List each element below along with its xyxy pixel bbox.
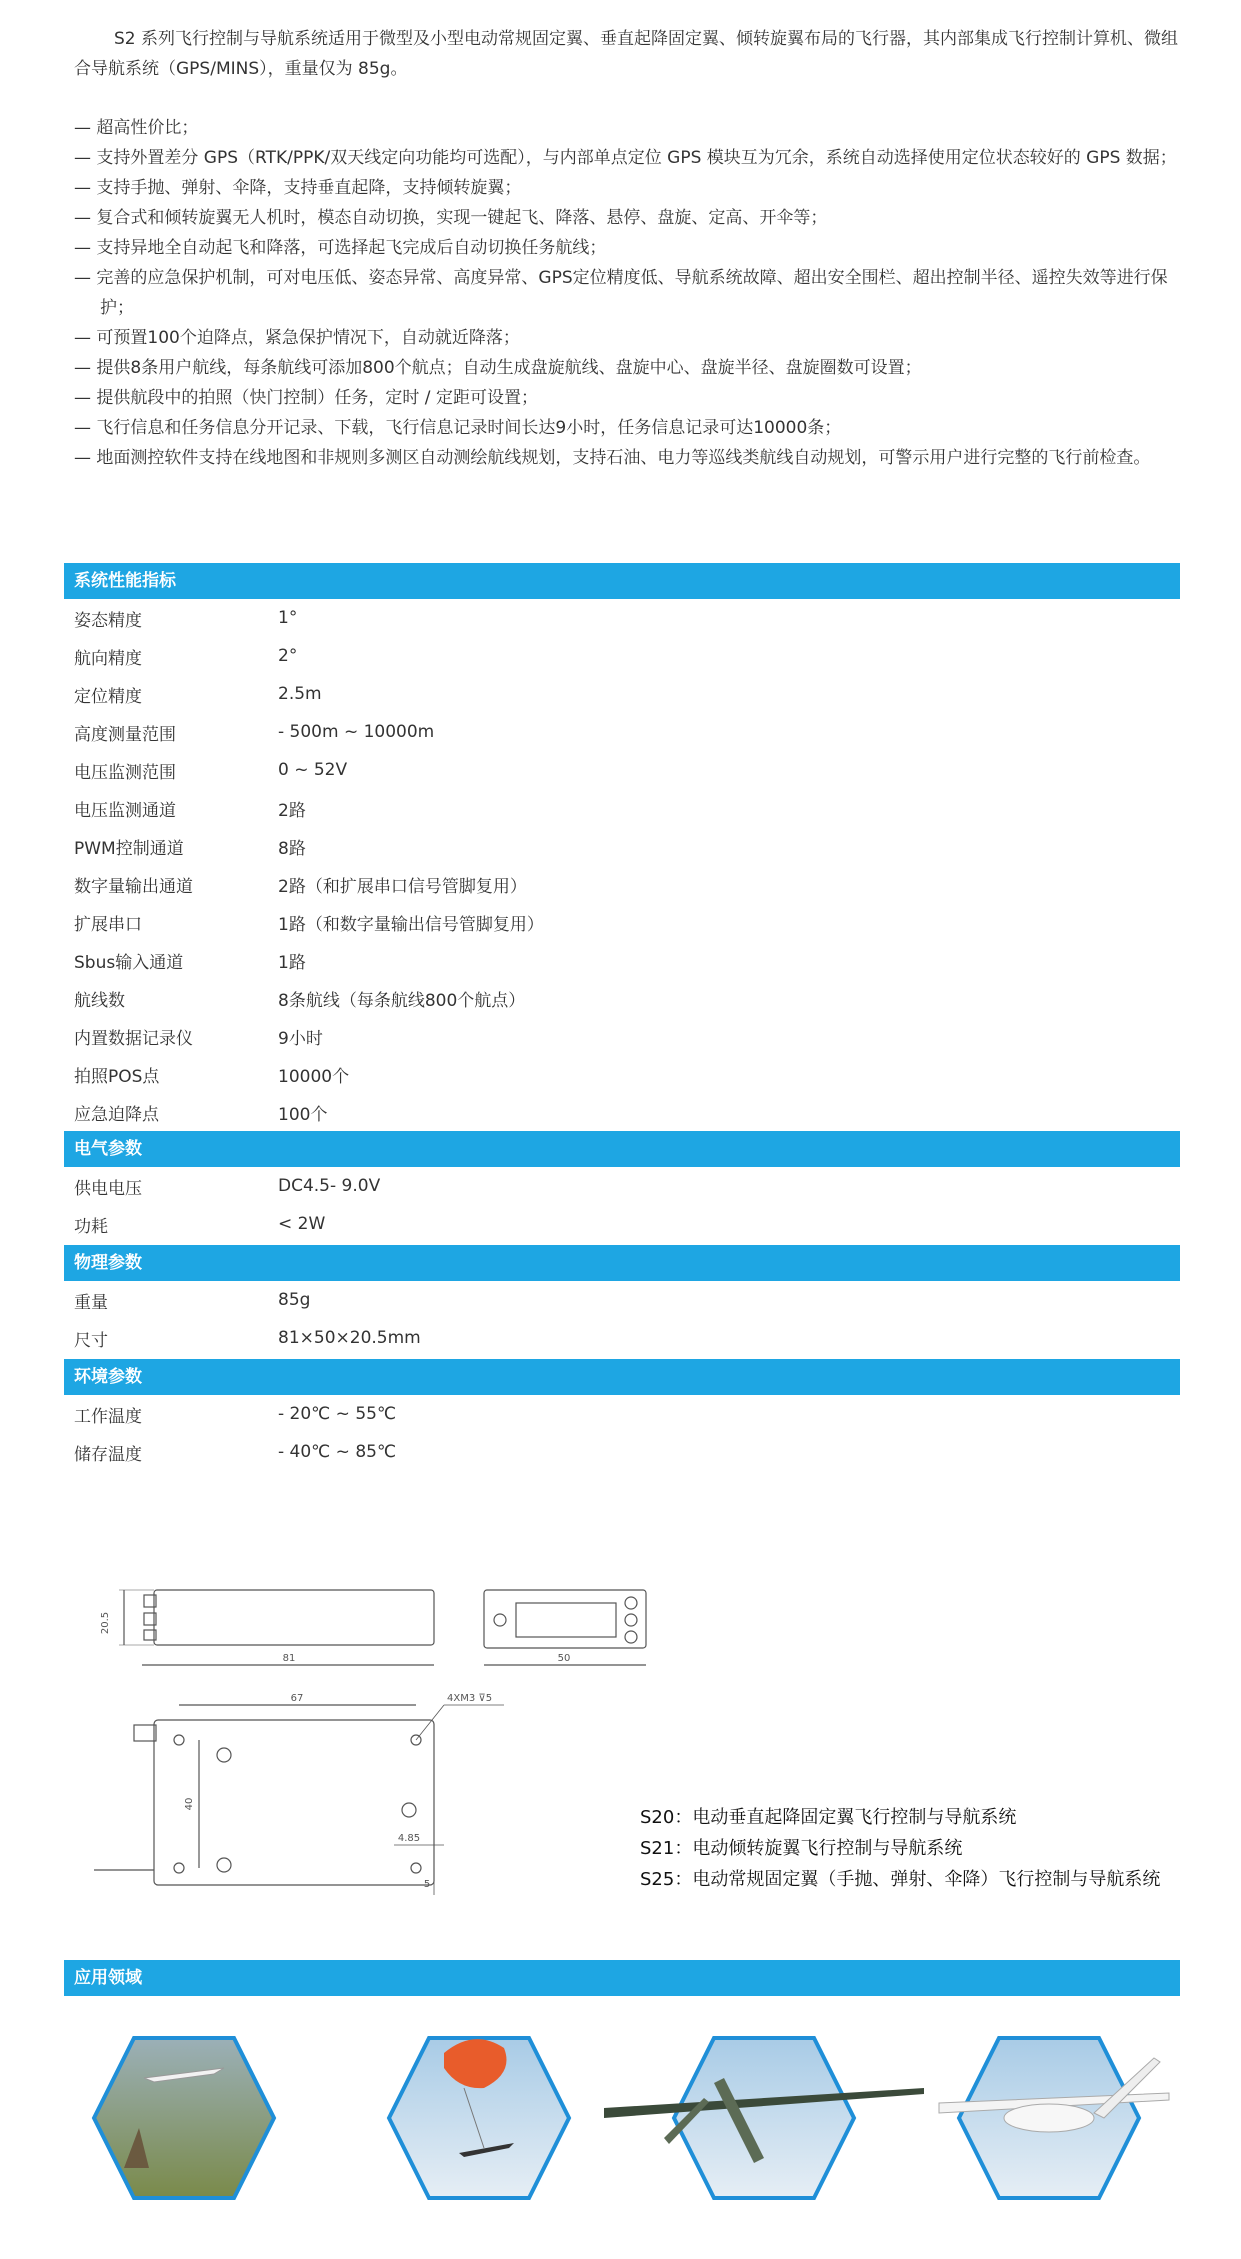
- spec-label: 定位精度: [74, 686, 142, 707]
- spec-label: 拍照POS点: [74, 1066, 160, 1087]
- table-row: [64, 941, 1180, 979]
- intro-paragraph: S2 系列飞行控制与导航系统适用于微型及小型电动常规固定翼、垂直起降固定翼、倾转旋翼布局的飞行器，其内部集成飞行控制计算机、微组合导航系统（GPS/MINS），重量仅为 85g。: [74, 29, 1179, 79]
- spec-label: 姿态精度: [74, 610, 142, 631]
- dim-width-label: 50: [557, 1653, 571, 1664]
- top-view-feature: [402, 1803, 416, 1817]
- spec-value: 100个: [278, 1104, 328, 1125]
- table-row: [64, 789, 1180, 827]
- spec-value: 2.5m: [278, 684, 322, 704]
- top-view-connector: [134, 1725, 156, 1741]
- table-row: [64, 827, 1180, 865]
- spec-label: 航向精度: [74, 648, 142, 669]
- feature-item: — 支持外置差分 GPS（RTK/PPK/双天线定向功能均可选配），与内部单点定位 GPS 模块互为冗余，系统自动选择使用定位状态较好的 GPS 数据；: [74, 143, 1184, 173]
- spec-value: 9小时: [278, 1028, 323, 1049]
- feature-item: — 提供8条用户航线，每条航线可添加800个航点；自动生成盘旋航线、盘旋中心、盘旋半径、盘旋圈数可设置；: [74, 353, 1184, 383]
- leader-line: [416, 1705, 444, 1740]
- front-view-hole: [494, 1614, 506, 1626]
- spec-value: 8路: [278, 838, 306, 859]
- spec-value: DC4.5- 9.0V: [278, 1176, 381, 1196]
- spec-label: 内置数据记录仪: [74, 1028, 193, 1049]
- feature-item: — 支持异地全自动起飞和降落，可选择起飞完成后自动切换任务航线；: [74, 233, 1184, 263]
- spec-value: 2路: [278, 800, 306, 821]
- table-row: [64, 865, 1180, 903]
- spec-label: 重量: [74, 1292, 108, 1313]
- spec-label: 功耗: [74, 1216, 108, 1237]
- table-row: [64, 713, 1180, 751]
- dim-offset-x-label: 4.85: [397, 1833, 421, 1844]
- tilt-rotor-fuselage-icon: [1004, 2104, 1094, 2132]
- table-row: [64, 751, 1180, 789]
- mount-hole: [174, 1863, 184, 1873]
- spec-label: 工作温度: [74, 1406, 142, 1427]
- spec-value: 1路（和数字量输出信号管脚复用）: [278, 914, 544, 935]
- spec-label: PWM控制通道: [74, 838, 184, 859]
- application-parachute: [389, 2038, 569, 2198]
- spec-value: 2路（和扩展串口信号管脚复用）: [278, 876, 527, 897]
- feature-item: — 提供航段中的拍照（快门控制）任务，定时 / 定距可设置；: [74, 383, 1184, 413]
- spec-value: - 20℃ ~ 55℃: [278, 1404, 397, 1424]
- dim-length-label: 81: [282, 1653, 296, 1664]
- dim-hole-span-label: 67: [290, 1693, 304, 1704]
- section-header-electrical: 电气参数: [64, 1131, 1180, 1167]
- spec-label: 高度测量范围: [74, 724, 176, 745]
- feature-item: — 可预置100个迫降点，紧急保护情况下，自动就近降落；: [74, 323, 1184, 353]
- side-view-body: [154, 1590, 434, 1645]
- table-row: [64, 1281, 1180, 1319]
- table-row: [64, 1055, 1180, 1093]
- spec-label: 应急迫降点: [74, 1104, 159, 1125]
- top-view-feature: [217, 1858, 231, 1872]
- dim-offset-y-label: 5: [423, 1879, 431, 1890]
- feature-item: — 地面测控软件支持在线地图和非规则多测区自动测绘航线规划，支持石油、电力等巡线类航线自动规划，可警示用户进行完整的飞行前检查。: [74, 443, 1184, 473]
- section-header-physical: 物理参数: [64, 1245, 1180, 1281]
- hexagon-frame: [94, 2038, 274, 2198]
- section-header-application: 应用领域: [64, 1960, 1180, 1996]
- front-view-body: [484, 1590, 646, 1648]
- spec-label: 电压监测范围: [74, 762, 176, 783]
- spec-label: 电压监测通道: [74, 800, 176, 821]
- electrical-table: [64, 1167, 1180, 1243]
- dim-height-label: 20.5: [100, 1611, 111, 1635]
- spec-label: 扩展串口: [74, 914, 142, 935]
- table-row: [64, 1319, 1180, 1357]
- spec-label: 尺寸: [74, 1330, 108, 1351]
- front-view-hole: [625, 1614, 637, 1626]
- spec-value: - 40℃ ~ 85℃: [278, 1442, 397, 1462]
- model-item: S20：电动垂直起降固定翼飞行控制与导航系统: [640, 1807, 1017, 1828]
- spec-label: 航线数: [74, 990, 125, 1011]
- mount-hole: [411, 1863, 421, 1873]
- spec-value: 8条航线（每条航线800个航点）: [278, 990, 526, 1011]
- environment-table: [64, 1395, 1180, 1471]
- feature-item: — 飞行信息和任务信息分开记录、下载，飞行信息记录时间长达9小时，任务信息记录可达10000条；: [74, 413, 1184, 443]
- top-view-body: [154, 1720, 434, 1885]
- dimension-drawings: [64, 1575, 684, 1905]
- feature-item: — 完善的应急保护机制，可对电压低、姿态异常、高度异常、GPS定位精度低、导航系统故障、超出安全围栏、超出控制半径、遥控失效等进行保护；: [74, 263, 1184, 323]
- front-view-hole: [625, 1631, 637, 1643]
- table-row: [64, 903, 1180, 941]
- hole-note-label: 4XM3 ⊽5: [447, 1693, 493, 1704]
- spec-value: 1°: [278, 608, 298, 628]
- application-gallery: [64, 2018, 1180, 2258]
- table-row: [64, 599, 1180, 637]
- spec-value: 0 ~ 52V: [278, 760, 348, 780]
- spec-value: 81×50×20.5mm: [278, 1328, 421, 1348]
- model-list: [640, 1802, 1180, 1895]
- application-hand-launch: [94, 2038, 274, 2198]
- performance-table: [64, 599, 1180, 1131]
- spec-value: 1路: [278, 952, 306, 973]
- table-row: [64, 1093, 1180, 1131]
- spec-label: 数字量输出通道: [74, 876, 193, 897]
- front-view-connector-block: [516, 1603, 616, 1637]
- application-tilt-rotor: [939, 2038, 1169, 2198]
- spec-label: 供电电压: [74, 1178, 142, 1199]
- table-row: [64, 1017, 1180, 1055]
- table-row: [64, 1205, 1180, 1243]
- front-view-hole: [625, 1597, 637, 1609]
- dim-hole-pitch-label: 40: [184, 1797, 195, 1811]
- spec-value: 2°: [278, 646, 298, 666]
- spec-label: Sbus输入通道: [74, 952, 184, 973]
- table-row: [64, 675, 1180, 713]
- section-header-performance: 系统性能指标: [64, 563, 1180, 599]
- feature-item: — 超高性价比；: [74, 113, 1184, 143]
- feature-item: — 复合式和倾转旋翼无人机时，模态自动切换，实现一键起飞、降落、悬停、盘旋、定高、开伞等；: [74, 203, 1184, 233]
- feature-list: [74, 113, 1184, 473]
- model-item: S21：电动倾转旋翼飞行控制与导航系统: [640, 1838, 963, 1859]
- table-row: [64, 979, 1180, 1017]
- table-row: [64, 1395, 1180, 1433]
- table-row: [64, 1167, 1180, 1205]
- physical-table: [64, 1281, 1180, 1357]
- mount-hole: [174, 1735, 184, 1745]
- section-header-environment: 环境参数: [64, 1359, 1180, 1395]
- top-view-feature: [217, 1748, 231, 1762]
- spec-label: 储存温度: [74, 1444, 142, 1465]
- model-item: S25：电动常规固定翼（手抛、弹射、伞降）飞行控制与导航系统: [640, 1869, 1161, 1890]
- spec-value: < 2W: [278, 1214, 326, 1234]
- table-row: [64, 637, 1180, 675]
- spec-value: - 500m ~ 10000m: [278, 722, 435, 742]
- spec-value: 10000个: [278, 1066, 350, 1087]
- spec-value: 85g: [278, 1290, 311, 1310]
- table-row: [64, 1433, 1180, 1471]
- application-vtol: [604, 2038, 924, 2198]
- hexagon-frame: [674, 2038, 854, 2198]
- feature-item: — 支持手抛、弹射、伞降，支持垂直起降，支持倾转旋翼；: [74, 173, 1184, 203]
